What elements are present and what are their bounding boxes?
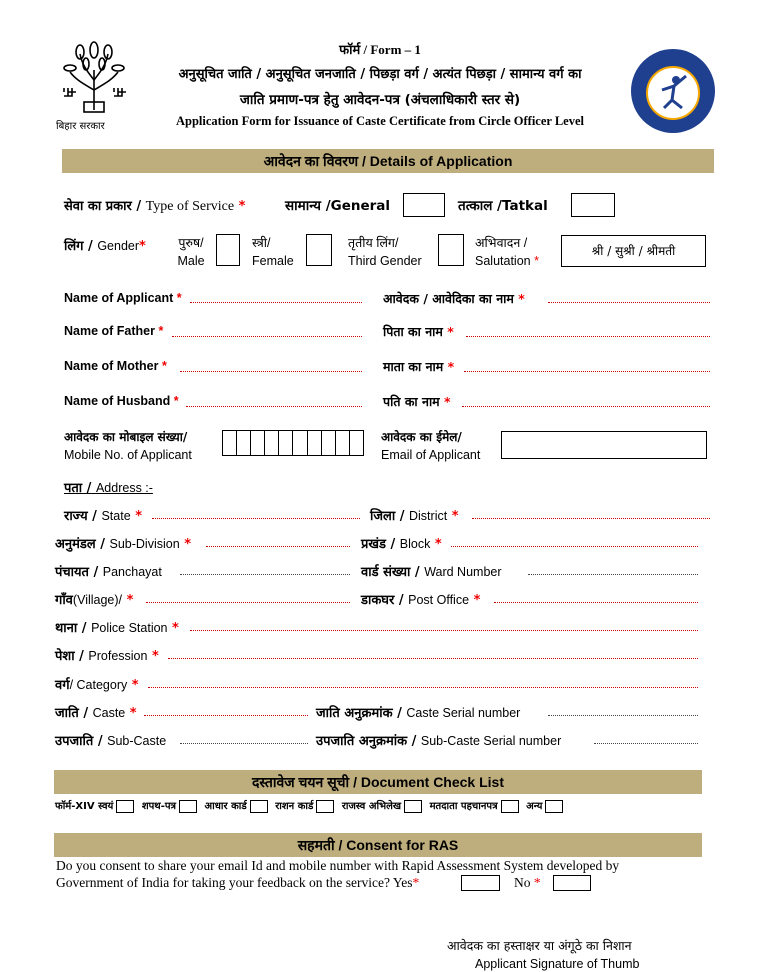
signature-label-hi: आवेदक का हस्ताक्षर या अंगूठे का निशान: [447, 938, 632, 953]
gender-male-label: पुरुष/ Male: [177, 236, 205, 268]
salutation-select[interactable]: [561, 235, 706, 267]
email-input[interactable]: [501, 431, 707, 459]
mother-name-hi-label: माता का नाम *: [383, 359, 455, 374]
doc-checkbox[interactable]: [179, 800, 197, 813]
consent-no-checkbox[interactable]: [553, 875, 591, 891]
consent-text-line2: Government of India for taking your feedback on the service? Yes*: [56, 875, 420, 890]
section-details-title: आवेदन का विवरण / Details of Application: [263, 153, 513, 169]
ward-field[interactable]: [528, 574, 698, 575]
form-number-hi: फॉर्म: [339, 43, 361, 58]
doc-checkbox[interactable]: [545, 800, 563, 813]
gender-label: लिंग / Gender*: [64, 239, 146, 254]
profession-label: पेशा / Profession *: [55, 649, 159, 664]
service-general-label: सामान्य /General: [285, 198, 391, 214]
block-field[interactable]: [451, 546, 698, 547]
ras-logo: [628, 46, 718, 136]
village-label: गाँव(Village)/ *: [55, 593, 134, 608]
applicant-name-hi-label: आवेदक / आवेदिका का नाम *: [383, 291, 525, 306]
father-name-label: Name of Father *: [64, 324, 164, 338]
panchayat-label: पंचायत / Panchayat: [55, 565, 162, 580]
subcaste-serial-label: उपजाति अनुक्रमांक / Sub-Caste Serial number: [316, 734, 562, 749]
header-title-en: Application Form for Issuance of Caste Certificate from Circle Officer Level: [176, 114, 584, 128]
father-name-hi-field[interactable]: [466, 336, 710, 337]
service-label: सेवा का प्रकार / Type of Service *: [64, 199, 246, 214]
doc-item: मतदाता पहचानपत्र: [430, 801, 523, 812]
profession-field[interactable]: [168, 658, 698, 659]
section-documents-bar: [54, 770, 702, 794]
police-station-field[interactable]: [190, 630, 698, 631]
husband-name-label: Name of Husband *: [64, 394, 179, 408]
district-label: जिला / District *: [370, 509, 459, 524]
doc-item: शपथ-पत्र: [142, 801, 201, 812]
document-checklist: [55, 798, 567, 813]
section-documents-title: दस्तावेज चयन सूची / Document Check List: [251, 774, 504, 790]
husband-name-hi-label: पति का नाम *: [383, 394, 451, 409]
post-office-label: डाकघर / Post Office *: [361, 593, 481, 608]
header-category-line: अनुसूचित जाति / अनुसूचित जनजाति / पिछड़ा वर्ग / अत्यंत पिछड़ा / सामान्य वर्ग का: [178, 67, 582, 82]
state-field[interactable]: [152, 518, 360, 519]
doc-item: आधार कार्ड: [205, 801, 272, 812]
village-field[interactable]: [146, 602, 350, 603]
salutation-options: श्री / सुश्री / श्रीमती: [591, 244, 676, 258]
caste-field[interactable]: [144, 715, 308, 716]
panchayat-field[interactable]: [180, 574, 350, 575]
address-title: पता / Address :-: [64, 481, 153, 496]
category-label: वर्ग/ Category *: [55, 678, 139, 693]
doc-checkbox[interactable]: [250, 800, 268, 813]
service-general-checkbox[interactable]: [403, 193, 445, 217]
salutation-label: अभिवादन / Salutation *: [475, 236, 539, 268]
doc-item: राशन कार्ड: [275, 801, 338, 812]
mother-name-hi-field[interactable]: [464, 371, 710, 372]
ras-logo-icon: [628, 46, 718, 136]
district-field[interactable]: [472, 518, 710, 519]
mother-name-field[interactable]: [180, 371, 362, 372]
caste-serial-label: जाति अनुक्रमांक / Caste Serial number: [316, 706, 521, 721]
police-station-label: थाना / Police Station *: [55, 621, 179, 636]
subdivision-label: अनुमंडल / Sub-Division *: [55, 537, 192, 552]
father-name-hi-label: पिता का नाम *: [383, 324, 454, 339]
doc-checkbox[interactable]: [316, 800, 334, 813]
section-consent-bar: [54, 833, 702, 857]
emblem-caption: बिहार सरकार: [56, 121, 105, 132]
post-office-field[interactable]: [494, 602, 698, 603]
husband-name-hi-field[interactable]: [462, 406, 710, 407]
subcaste-field[interactable]: [180, 743, 308, 744]
applicant-name-hi-field[interactable]: [548, 302, 710, 303]
gender-third-label: तृतीय लिंग/ Third Gender: [348, 236, 422, 268]
form-number-en: / Form – 1: [360, 42, 421, 57]
doc-item: राजस्व अभिलेख: [342, 801, 426, 812]
doc-checkbox[interactable]: [501, 800, 519, 813]
doc-item: फॉर्म-XIV स्वयं: [55, 801, 138, 812]
applicant-name-label: Name of Applicant *: [64, 291, 182, 305]
email-label: आवेदक का ईमेल/ Email of Applicant: [381, 430, 481, 462]
doc-item: अन्य: [526, 801, 567, 812]
block-label: प्रखंड / Block *: [361, 537, 442, 552]
subcaste-serial-field[interactable]: [594, 743, 698, 744]
caste-serial-field[interactable]: [548, 715, 698, 716]
service-tatkal-label: तत्काल /Tatkal: [458, 198, 548, 214]
consent-yes-checkbox[interactable]: [461, 875, 500, 891]
ward-label: वार्ड संख्या / Ward Number: [361, 565, 502, 580]
section-consent-title: सहमती / Consent for RAS: [297, 837, 459, 853]
gender-female-label: स्त्री/ Female: [252, 236, 294, 268]
header-title-hi: जाति प्रमाण-पत्र हेतु आवेदन-पत्र (अंचलाधिकारी स्तर से): [239, 92, 521, 108]
doc-checkbox[interactable]: [116, 800, 134, 813]
gender-female-checkbox[interactable]: [306, 234, 332, 266]
state-label: राज्य / State *: [64, 509, 142, 524]
father-name-field[interactable]: [172, 336, 362, 337]
subcaste-label: उपजाति / Sub-Caste: [55, 734, 167, 749]
consent-no-label: No *: [514, 875, 541, 890]
section-details-bar: [62, 149, 714, 173]
category-field[interactable]: [148, 687, 698, 688]
consent-text-line1: Do you consent to share your email Id and mobile number with Rapid Assessment System developed by: [56, 858, 620, 873]
gender-third-checkbox[interactable]: [438, 234, 464, 266]
service-tatkal-checkbox[interactable]: [571, 193, 615, 217]
mobile-digit-boxes[interactable]: [222, 430, 364, 456]
caste-label: जाति / Caste *: [55, 706, 137, 721]
signature-label-en: Applicant Signature of Thumb: [475, 957, 640, 971]
applicant-name-field[interactable]: [190, 302, 362, 303]
mother-name-label: Name of Mother *: [64, 359, 167, 373]
gender-male-checkbox[interactable]: [216, 234, 240, 266]
subdivision-field[interactable]: [206, 546, 350, 547]
mobile-label: आवेदक का मोबाइल संख्या/ Mobile No. of Applicant: [64, 430, 192, 462]
doc-checkbox[interactable]: [404, 800, 422, 813]
husband-name-field[interactable]: [186, 406, 362, 407]
